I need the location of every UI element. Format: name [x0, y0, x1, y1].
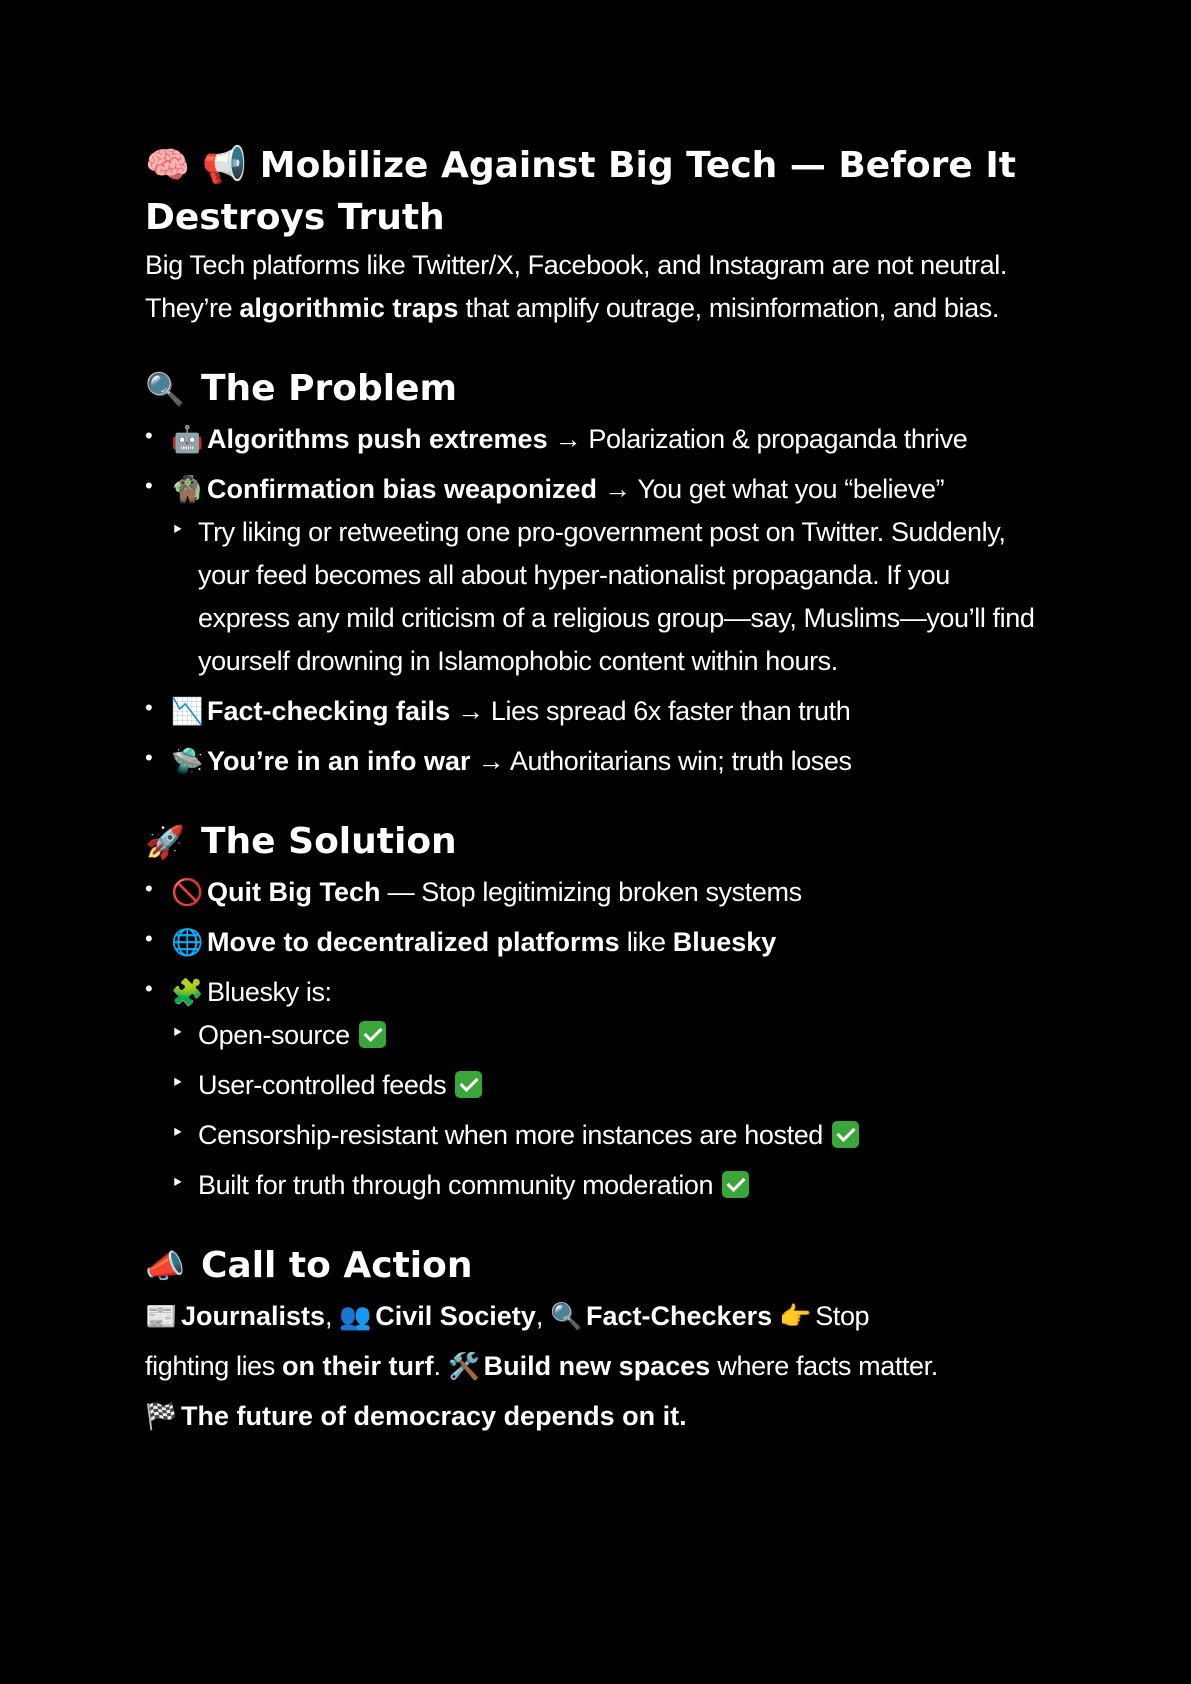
problem-list [145, 418, 1045, 783]
cta-bold: Journalists [181, 1301, 326, 1331]
rocket-icon: 🚀 [145, 823, 185, 861]
solution-heading-text: The Solution [201, 821, 457, 862]
list-item [145, 971, 1045, 1207]
page-title-text: Mobilize Against Big Tech — Before It Destroys Truth [145, 145, 1016, 238]
item-bold-2: Bluesky [672, 927, 777, 957]
feature-item [171, 1064, 1045, 1107]
feature-text: User-controlled feeds [198, 1070, 447, 1100]
arrow: → [470, 746, 510, 776]
cta-bold: on their turf [281, 1351, 434, 1381]
item-text: Lies spread 6x faster than truth [490, 696, 851, 726]
cta-bold: Fact-Checkers [586, 1301, 773, 1331]
brain-icon: 🧠 [145, 145, 190, 186]
list-item [145, 690, 1045, 733]
cta-text: where facts matter. [710, 1351, 938, 1381]
cta-bold: The future of democracy depends on it. [181, 1401, 687, 1431]
page-title [145, 140, 1045, 244]
feature-item [171, 1164, 1045, 1207]
solution-heading [145, 817, 1045, 867]
feature-item [171, 1014, 1045, 1057]
globe-icon: 🌐 [171, 927, 203, 957]
check-icon [832, 1121, 859, 1148]
item-text: You get what you “believe” [637, 474, 945, 504]
comma: , [535, 1301, 551, 1331]
list-item [145, 418, 1045, 461]
troll-icon: 🧌 [171, 474, 203, 504]
pointing-right-icon: 👉 [779, 1301, 812, 1331]
cta-line-1 [145, 1291, 1045, 1341]
item-text: Authoritarians win; truth loses [509, 746, 852, 776]
chart-decreasing-icon: 📉 [171, 696, 203, 726]
list-item [145, 468, 1045, 683]
list-item [145, 740, 1045, 783]
check-icon [455, 1071, 482, 1098]
item-bold: Confirmation bias weaponized [207, 474, 598, 504]
problem-sublist [171, 511, 1045, 683]
list-item [145, 871, 1045, 914]
cta-line-2 [145, 1341, 1045, 1391]
cta-body [145, 1291, 1045, 1441]
feature-text: Open-source [198, 1020, 350, 1050]
cta-text: fighting lies [145, 1351, 282, 1381]
item-bold: Quit Big Tech [207, 877, 381, 907]
item-bold: You’re in an info war [207, 746, 471, 776]
intro-text-1: Big Tech platforms like Twitter/X, Facebook, and Instagram are not neutral. They’re [145, 250, 1007, 323]
arrow: → [450, 696, 491, 726]
prohibited-icon: 🚫 [171, 877, 203, 907]
features-list [171, 1014, 1045, 1207]
checkered-flag-icon: 🏁 [145, 1401, 177, 1431]
megaphone-icon: 📣 [145, 1247, 185, 1285]
magnifier-icon: 🔍 [550, 1301, 583, 1331]
check-icon [722, 1171, 749, 1198]
check-icon [359, 1021, 386, 1048]
newspaper-icon: 📰 [145, 1301, 177, 1331]
cta-heading-text: Call to Action [201, 1245, 473, 1286]
puzzle-icon: 🧩 [171, 977, 203, 1007]
item-bold: Algorithms push extremes [207, 424, 548, 454]
cta-bold: Civil Society [375, 1301, 536, 1331]
feature-item [171, 1114, 1045, 1157]
arrow: → [547, 424, 589, 454]
item-text: Polarization & propaganda thrive [588, 424, 968, 454]
document [145, 140, 1045, 1441]
comma: , [325, 1301, 340, 1331]
item-text: like [619, 927, 673, 957]
intro-bold: algorithmic traps [239, 293, 459, 323]
feature-text: Censorship-resistant when more instances are hosted [198, 1120, 823, 1150]
cta-line-3 [145, 1391, 1045, 1441]
cta-bold: Build new spaces [483, 1351, 711, 1381]
item-bold: Move to decentralized platforms [207, 927, 620, 957]
sub-list-item: ‣ Try liking or retweeting one pro-government post on Twitter. Suddenly, your feed becomes all about hyper-nationalist propaganda. If you express any mild criticism of a religious group—say, Muslims—you’ll find yourself drowning in Islamophobic content within hours. [171, 511, 1045, 683]
cta-heading [145, 1241, 1045, 1291]
magnifier-icon: 🔍 [145, 370, 185, 408]
solution-list [145, 871, 1045, 1207]
problem-heading [145, 364, 1045, 414]
cta-text: . [433, 1351, 448, 1381]
item-text: — Stop legitimizing broken systems [380, 877, 802, 907]
list-item [145, 921, 1045, 964]
intro-paragraph [145, 244, 1045, 330]
item-bold: Fact-checking fails [207, 696, 451, 726]
tools-icon: 🛠️ [447, 1351, 480, 1381]
robot-icon: 🤖 [171, 424, 203, 454]
feature-text: Built for truth through community moderation [198, 1170, 714, 1200]
cta-text: Stop [815, 1301, 870, 1331]
megaphone-icon: 📢 [202, 145, 248, 186]
arrow: → [597, 474, 638, 504]
problem-heading-text: The Problem [201, 368, 458, 409]
intro-text-2: that amplify outrage, misinformation, and bias. [458, 293, 999, 323]
people-icon: 👥 [339, 1301, 372, 1331]
item-text: Bluesky is: [207, 977, 332, 1007]
ufo-icon: 🛸 [171, 746, 203, 776]
